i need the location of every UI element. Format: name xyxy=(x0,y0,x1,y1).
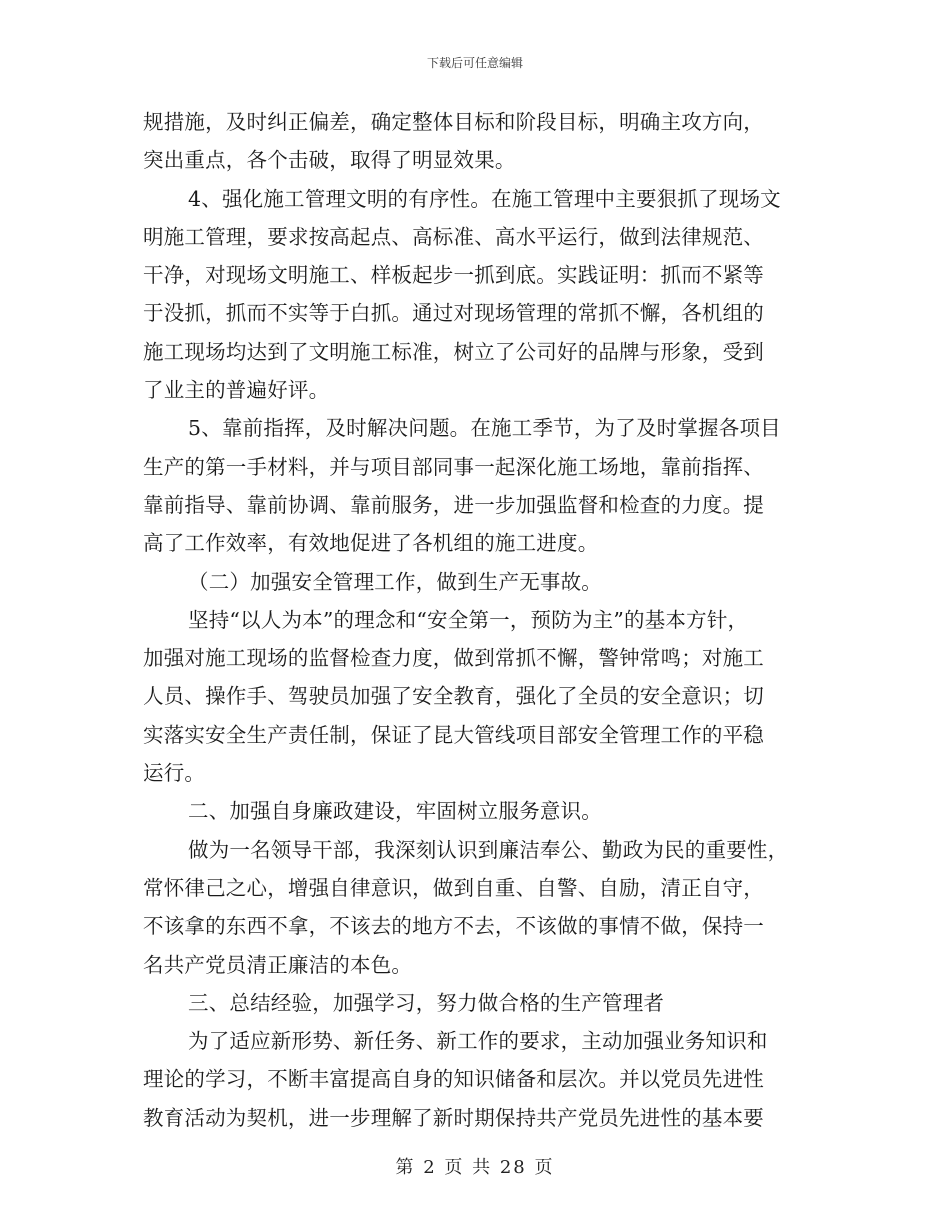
section-heading: 二、加强自身廉政建设，牢固树立服务意识。 xyxy=(188,799,602,824)
text-line: 实落实安全生产责任制，保证了昆大管线项目部安全管理工作的平稳 xyxy=(143,722,764,747)
text-line: 高了工作效率，有效地促进了各机组的施工进度。 xyxy=(143,531,599,556)
text-line: 明施工管理，要求按高起点、高标准、高水平运行，做到法律规范、 xyxy=(143,224,764,249)
text-line: 名共产党员清正廉洁的本色。 xyxy=(143,952,413,977)
text-line: 生产的第一手材料，并与项目部同事一起深化施工场地，靠前指挥、 xyxy=(143,454,764,479)
text-line: 于没抓，抓而不实等于白抓。通过对现场管理的常抓不懈，各机组的 xyxy=(143,301,764,326)
text-line: 规措施，及时纠正偏差，确定整体目标和阶段目标，明确主攻方向， xyxy=(143,110,764,134)
text-line: 4、强化施工管理文明的有序性。在施工管理中主要狠抓了现场文 xyxy=(188,186,781,211)
text-line: 靠前指导、靠前协调、靠前服务，进一步加强监督和检查的力度。提 xyxy=(143,492,764,517)
page-header-note: 下载后可任意编辑 xyxy=(426,56,523,70)
text-line: 为了适应新形势、新任务、新工作的要求，主动加强业务知识和 xyxy=(188,1029,768,1054)
text-line: 干净，对现场文明施工、样板起步一抓到底。实践证明：抓而不紧等 xyxy=(143,263,764,288)
page-number-footer: 第 2 页 共 28 页 xyxy=(395,1157,555,1178)
document-body xyxy=(143,103,813,1137)
text-line: 施工现场均达到了文明施工标准，树立了公司好的品牌与形象，受到 xyxy=(143,339,764,364)
text-line: 做为一名领导干部，我深刻认识到廉洁奉公、勤政为民的重要性， xyxy=(188,837,789,862)
text-line: 5、靠前指挥，及时解决问题。在施工季节，为了及时掌握各项目 xyxy=(188,416,781,441)
text-line: 人员、操作手、驾驶员加强了安全教育，强化了全员的安全意识；切 xyxy=(143,684,764,709)
text-line: 运行。 xyxy=(143,761,206,786)
text-line: 教育活动为契机，进一步理解了新时期保持共产党员先进性的基本要 xyxy=(143,1105,764,1130)
section-heading: 三、总结经验，加强学习，努力做合格的生产管理者 xyxy=(188,990,665,1015)
text-line: 理论的学习，不断丰富提高自身的知识储备和层次。并以党员先进性 xyxy=(143,1067,764,1092)
text-line: 突出重点，各个击破，取得了明显效果。 xyxy=(143,148,516,173)
text-line: 坚持“以人为本”的理念和“安全第一，预防为主”的基本方针， xyxy=(188,607,749,632)
text-line: 不该拿的东西不拿，不该去的地方不去，不该做的事情不做，保持一 xyxy=(143,914,764,939)
text-line: 加强对施工现场的监督检查力度，做到常抓不懈，警钟常鸣；对施工 xyxy=(143,646,764,671)
section-heading: （二）加强安全管理工作，做到生产无事故。 xyxy=(188,569,602,594)
text-line: 常怀律己之心，增强自律意识，做到自重、自警、自励，清正自守， xyxy=(143,875,764,900)
text-line: 了业主的普遍好评。 xyxy=(143,378,330,403)
